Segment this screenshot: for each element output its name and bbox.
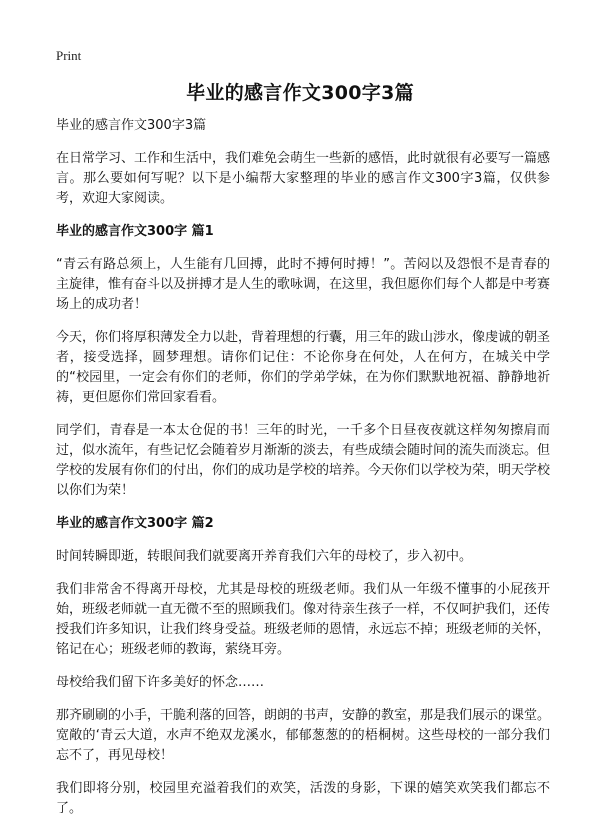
document-subtitle: 毕业的感言作文300字3篇 xyxy=(56,118,207,133)
section-1-paragraph: “青云有路总须上，人生能有几回搏，此时不搏何时搏！”。苦闷以及怨恨不是青春的主旋律，惟有奋斗以及拼搏才是人生的歌咏调，在这里，我但愿你们每个人都是中考赛场上的成功者！ xyxy=(56,257,551,312)
section-2-paragraph: 我们即将分别，校园里充溢着我们的欢笑，活泼的身影，下课的嬉笑欢笑我们都忘不了。 xyxy=(56,781,550,816)
page-title: 毕业的感言作文300字3篇 xyxy=(186,82,414,104)
section-2-paragraph: 我们非常舍不得离开母校，尤其是母校的班级老师。我们从一年级不懂事的小屁孩开始，班级老师就一直无微不至的照顾我们。像对待亲生孩子一样，不仅呵护我们，还传授我们许多知识，让我们终身受益。班级老师的恩情，永远忘不掉；班级老师的关怀，铭记在心；班级老师的教诲，萦绕耳旁。 xyxy=(56,582,551,657)
section-1-paragraph: 今天，你们将厚积薄发全力以赴，背着理想的行囊，用三年的跋山涉水，像虔诚的朝圣者，接受选择，圆梦理想。请你们记住：不论你身在何处，人在何方，在城关中学的“校园里，一定会有你们的老师，你们的学弟学妹，在为你们默默地祝福、静静地祈祷，更但愿你们常回家看看。 xyxy=(56,330,551,405)
section-2-paragraph: 那齐刷刷的小手，干脆利落的回答，朗朗的书声，安静的教室，那是我们展示的课堂。宽敞的‘青云大道，水声不绝双龙溪水，郁郁葱葱的的梧桐树。这些母校的一部分我们忘不了，再见母校！ xyxy=(56,708,551,763)
section-2-paragraph: 母校给我们留下许多美好的怀念…… xyxy=(56,675,265,690)
document-body xyxy=(56,116,550,832)
section-2-heading: 毕业的感言作文300字 篇2 xyxy=(56,516,214,531)
intro-paragraph: 在日常学习、工作和生活中，我们难免会萌生一些新的感悟，此时就很有必要写一篇感言。那么要如何写呢？以下是小编帮大家整理的毕业的感言作文300字3篇，仅供参考，欢迎大家阅读。 xyxy=(56,151,551,206)
section-1-heading: 毕业的感言作文300字 篇1 xyxy=(56,224,214,239)
print-label: Print xyxy=(56,48,82,63)
section-2-paragraph: 时间转瞬即逝，转眼间我们就要离开养育我们六年的母校了，步入初中。 xyxy=(56,549,473,564)
section-1-paragraph: 同学们，青春是一本太仓促的书！三年的时光，一千多个日昼夜夜就这样匆匆擦肩而过，似水流年，有些记忆会随着岁月渐渐的淡去，有些成绩会随时间的流失而淡忘。但学校的发展有你们的付出，你们的成功是学校的培养。今天你们以学校为荣，明天学校以你们为荣！ xyxy=(56,423,551,498)
